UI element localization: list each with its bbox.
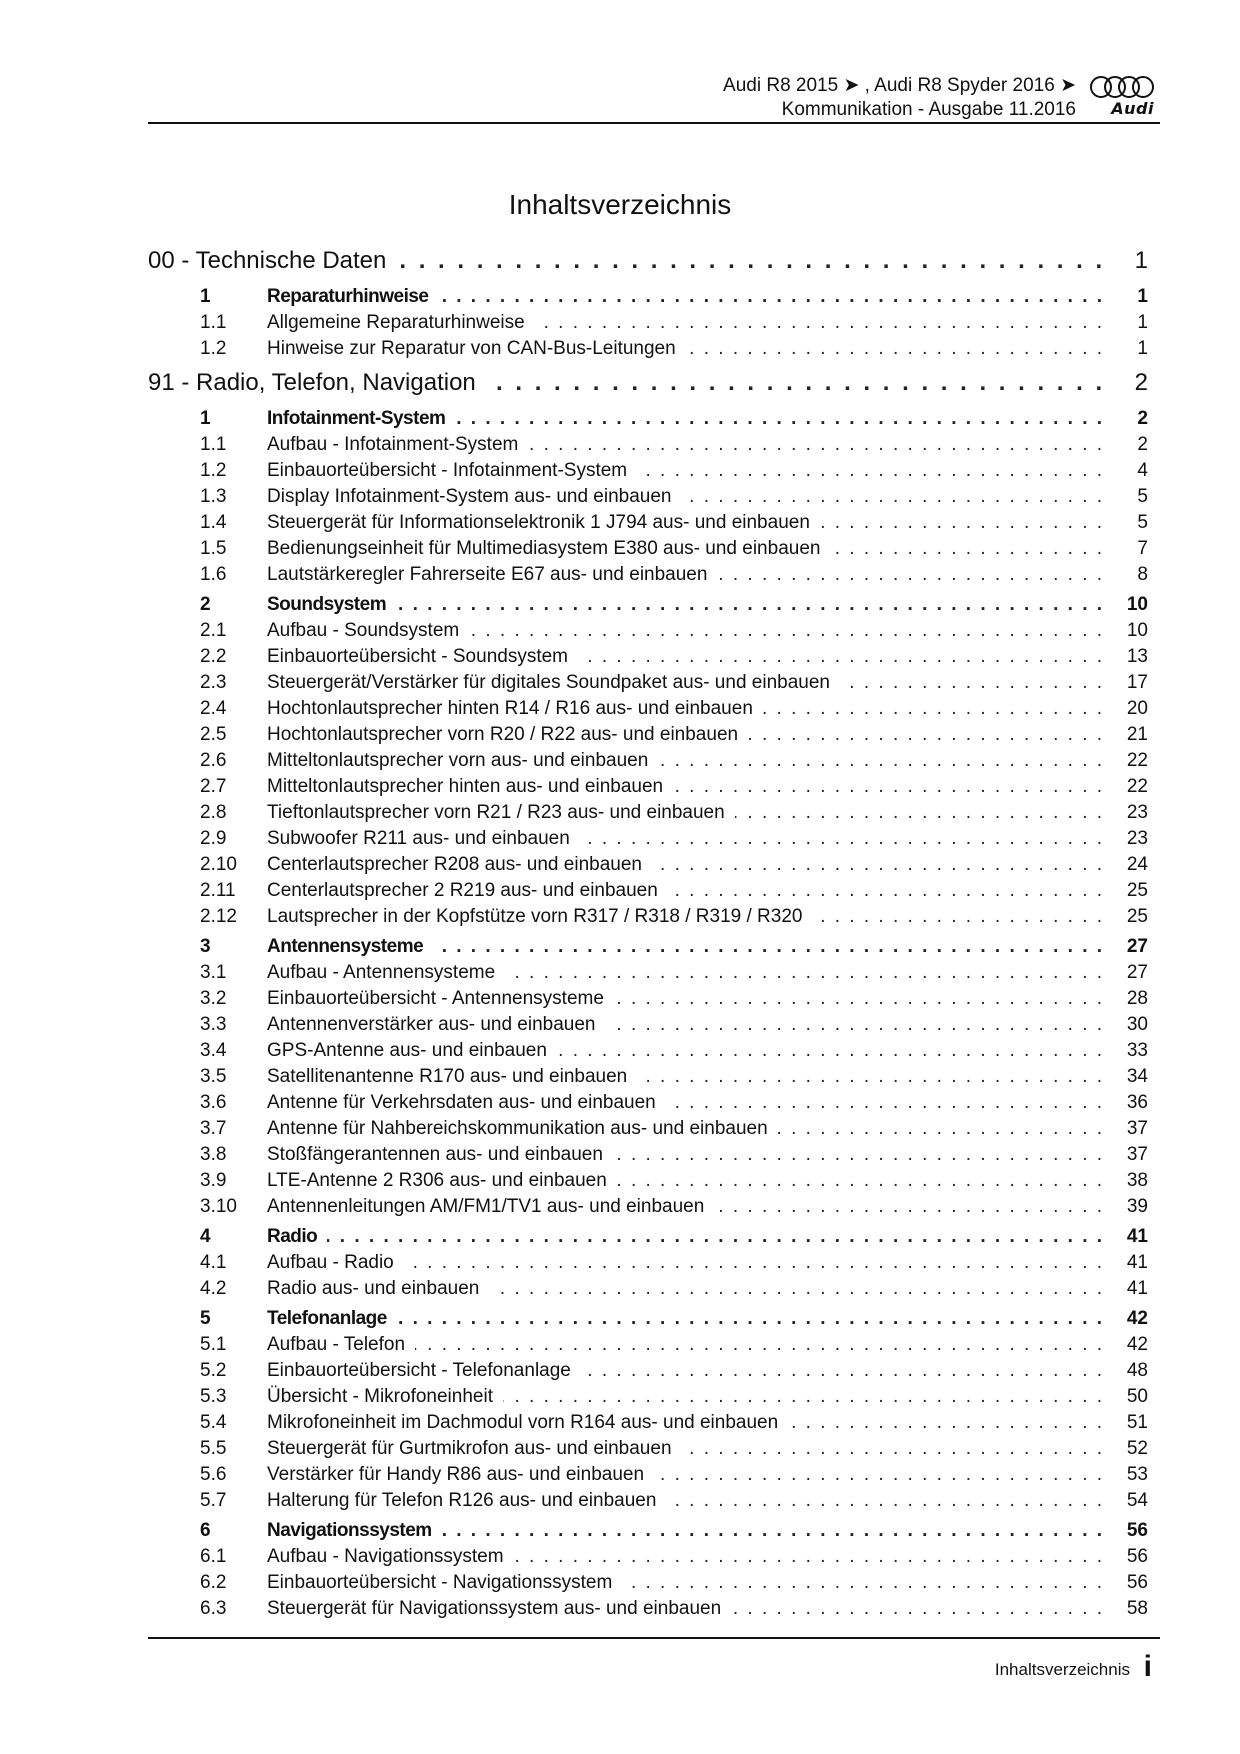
toc-number: 6 <box>200 1520 211 1541</box>
toc-label-leader <box>267 1012 1108 1038</box>
toc-label: Aufbau - Radio <box>267 1250 404 1276</box>
toc-entry-row[interactable] <box>148 1090 1148 1116</box>
toc-entry-row[interactable] <box>148 1142 1148 1168</box>
toc-page-number: 48 <box>1126 1360 1148 1381</box>
toc-section-row[interactable] <box>148 1518 1148 1544</box>
toc-label: Display Infotainment-System aus- und einbauen <box>267 484 682 510</box>
header-text <box>723 74 1076 122</box>
toc-label-leader <box>267 1358 1108 1384</box>
toc-entry-row[interactable] <box>148 1276 1148 1302</box>
toc-page-number: 1 <box>1137 338 1148 359</box>
toc-page-number: 41 <box>1126 1252 1148 1273</box>
toc-label-leader <box>267 562 1108 588</box>
toc-number: 2.4 <box>200 698 227 719</box>
toc-page-number: 52 <box>1126 1438 1148 1459</box>
toc-label: Steuergerät/Verstärker für digitales Soundpaket aus- und einbauen <box>267 670 840 696</box>
toc-label-leader <box>267 1116 1108 1142</box>
table-of-contents <box>148 240 1148 1622</box>
toc-label-leader <box>267 618 1108 644</box>
toc-label-leader <box>267 1064 1108 1090</box>
toc-label: Lautsprecher in der Kopfstütze vorn R317 / R318 / R319 / R320 <box>267 904 812 930</box>
toc-number: 4.1 <box>200 1252 227 1273</box>
toc-number: 1.2 <box>200 460 227 481</box>
toc-label: Einbauorteübersicht - Telefonanlage <box>267 1358 581 1384</box>
toc-number: 2.11 <box>200 880 236 901</box>
toc-label-leader <box>267 1436 1108 1462</box>
toc-number: 3.2 <box>200 988 227 1009</box>
toc-page-number: 23 <box>1126 802 1148 823</box>
toc-number: 2.12 <box>200 906 237 927</box>
toc-label: Aufbau - Navigationssystem <box>267 1544 514 1570</box>
toc-label: Mitteltonlautsprecher hinten aus- und einbauen <box>267 774 673 800</box>
toc-section-row[interactable] <box>148 1224 1148 1250</box>
toc-page-number: 1 <box>1134 247 1148 274</box>
toc-label-leader <box>267 432 1108 458</box>
toc-number: 1 <box>200 408 211 429</box>
toc-number: 5.2 <box>200 1360 227 1381</box>
toc-entry-row[interactable] <box>148 696 1148 722</box>
toc-page-number: 1 <box>1137 286 1148 307</box>
toc-page-number: 56 <box>1126 1572 1148 1593</box>
toc-label-leader <box>267 644 1108 670</box>
toc-number: 3.9 <box>200 1170 227 1191</box>
toc-label: Steuergerät für Gurtmikrofon aus- und einbauen <box>267 1436 682 1462</box>
toc-number: 2.6 <box>200 750 227 771</box>
toc-entry-row[interactable] <box>148 458 1148 484</box>
toc-page-number: 27 <box>1126 962 1148 983</box>
toc-entry-row[interactable] <box>148 1250 1148 1276</box>
toc-section-row[interactable] <box>148 934 1148 960</box>
toc-section-row[interactable] <box>148 592 1148 618</box>
toc-number: 2.5 <box>200 724 227 745</box>
toc-number: 5.3 <box>200 1386 227 1407</box>
toc-label: Antennenleitungen AM/FM1/TV1 aus- und einbauen <box>267 1194 714 1220</box>
toc-entry-row[interactable] <box>148 1488 1148 1514</box>
toc-number: 3.7 <box>200 1118 227 1139</box>
toc-entry-row[interactable] <box>148 904 1148 930</box>
toc-page-number: 36 <box>1126 1092 1148 1113</box>
toc-label: Übersicht - Mikrofoneinheit <box>267 1384 503 1410</box>
toc-label-leader <box>267 800 1108 826</box>
toc-label: Aufbau - Antennensysteme <box>267 960 505 986</box>
toc-entry-row[interactable] <box>148 484 1148 510</box>
toc-page-number: 41 <box>1126 1278 1148 1299</box>
toc-label-leader <box>267 1488 1108 1514</box>
toc-label: Hochtonlautsprecher hinten R14 / R16 aus- und einbauen <box>267 696 763 722</box>
toc-number: 5.1 <box>200 1334 227 1355</box>
toc-page-number: 8 <box>1137 564 1148 585</box>
toc-label: Aufbau - Infotainment-System <box>267 432 528 458</box>
toc-label: Centerlautsprecher 2 R219 aus- und einbauen <box>267 878 668 904</box>
toc-label: Navigationssystem <box>267 1518 442 1544</box>
toc-entry-row[interactable] <box>148 670 1148 696</box>
toc-label: Bedienungseinheit für Multimediasystem E380 aus- und einbauen <box>267 536 830 562</box>
toc-page-number: 53 <box>1126 1464 1148 1485</box>
toc-number: 1.4 <box>200 512 227 533</box>
toc-page-number: 38 <box>1126 1170 1148 1191</box>
toc-label: Antennenverstärker aus- und einbauen <box>267 1012 606 1038</box>
toc-label: Einbauorteübersicht - Antennensysteme <box>267 986 614 1012</box>
toc-number: 4.2 <box>200 1278 227 1299</box>
toc-label-leader <box>267 1276 1108 1302</box>
toc-label-leader <box>148 242 1108 280</box>
toc-page-number: 5 <box>1137 486 1148 507</box>
header-vehicle-line: Audi R8 2015 ➤ , Audi R8 Spyder 2016 ➤ <box>723 75 1076 96</box>
toc-label-leader <box>267 1462 1108 1488</box>
toc-label: Hinweise zur Reparatur von CAN-Bus-Leitungen <box>267 336 686 362</box>
header-edition-line: Kommunikation - Ausgabe 11.2016 <box>781 99 1076 120</box>
toc-label: Stoßfängerantennen aus- und einbauen <box>267 1142 613 1168</box>
toc-number: 2.8 <box>200 802 227 823</box>
toc-label-leader <box>267 1090 1108 1116</box>
toc-number: 3.4 <box>200 1040 227 1061</box>
toc-label-leader <box>267 592 1108 618</box>
toc-page-number: 20 <box>1126 698 1148 719</box>
toc-label-leader <box>267 826 1108 852</box>
toc-label-leader <box>267 878 1108 904</box>
toc-label: Reparaturhinweise <box>267 284 439 310</box>
toc-label-leader <box>267 510 1108 536</box>
toc-number: 1 <box>200 286 211 307</box>
toc-entry-row[interactable] <box>148 1332 1148 1358</box>
toc-page-number: 22 <box>1126 776 1148 797</box>
toc-label: Steuergerät für Navigationssystem aus- und einbauen <box>267 1596 731 1622</box>
toc-number: 1.3 <box>200 486 227 507</box>
toc-entry-row[interactable] <box>148 826 1148 852</box>
toc-page-number: 1 <box>1137 312 1148 333</box>
toc-number: 5.7 <box>200 1490 227 1511</box>
toc-entry-row[interactable] <box>148 644 1148 670</box>
toc-label: Einbauorteübersicht - Soundsystem <box>267 644 578 670</box>
toc-section-row[interactable] <box>148 406 1148 432</box>
toc-label: 91 - Radio, Telefon, Navigation <box>148 364 486 402</box>
toc-label: Satellitenantenne R170 aus- und einbauen <box>267 1064 637 1090</box>
toc-number: 5.6 <box>200 1464 227 1485</box>
toc-label-leader <box>267 1194 1108 1220</box>
toc-label: GPS-Antenne aus- und einbauen <box>267 1038 557 1064</box>
toc-label-leader <box>267 1306 1108 1332</box>
toc-label: Verstärker für Handy R86 aus- und einbauen <box>267 1462 654 1488</box>
toc-label: Tieftonlautsprecher vorn R21 / R23 aus- und einbauen <box>267 800 735 826</box>
toc-chapter-row[interactable] <box>148 242 1148 280</box>
toc-page-number: 25 <box>1126 880 1148 901</box>
toc-label-leader <box>267 1570 1108 1596</box>
toc-page-number: 58 <box>1126 1598 1148 1619</box>
toc-entry-row[interactable] <box>148 1410 1148 1436</box>
toc-label: 00 - Technische Daten <box>148 242 396 280</box>
toc-label-leader <box>267 536 1108 562</box>
toc-entry-row[interactable] <box>148 510 1148 536</box>
toc-number: 2.3 <box>200 672 227 693</box>
toc-entry-row[interactable] <box>148 336 1148 362</box>
toc-page-number: 41 <box>1126 1226 1148 1247</box>
toc-number: 2.9 <box>200 828 227 849</box>
toc-label-leader <box>267 934 1108 960</box>
toc-number: 5.4 <box>200 1412 227 1433</box>
toc-label: LTE-Antenne 2 R306 aus- und einbauen <box>267 1168 617 1194</box>
toc-label: Steuergerät für Informationselektronik 1 J794 aus- und einbauen <box>267 510 820 536</box>
toc-number: 1.6 <box>200 564 227 585</box>
toc-label-leader <box>267 1544 1108 1570</box>
toc-label-leader <box>148 364 1108 402</box>
toc-page-number: 34 <box>1126 1066 1148 1087</box>
toc-page-number: 39 <box>1126 1196 1148 1217</box>
toc-label: Mitteltonlautsprecher vorn aus- und einbauen <box>267 748 658 774</box>
toc-label: Allgemeine Reparaturhinweise <box>267 310 535 336</box>
toc-label: Einbauorteübersicht - Navigationssystem <box>267 1570 622 1596</box>
toc-entry-row[interactable] <box>148 562 1148 588</box>
toc-entry-row[interactable] <box>148 1012 1148 1038</box>
toc-label-leader <box>267 1410 1108 1436</box>
toc-page-number: 37 <box>1126 1144 1148 1165</box>
toc-entry-row[interactable] <box>148 1570 1148 1596</box>
toc-entry-row[interactable] <box>148 536 1148 562</box>
toc-number: 3.3 <box>200 1014 227 1035</box>
toc-page-number: 25 <box>1126 906 1148 927</box>
toc-number: 3.5 <box>200 1066 227 1087</box>
toc-entry-row[interactable] <box>148 852 1148 878</box>
toc-page-number: 4 <box>1137 460 1148 481</box>
toc-label: Lautstärkeregler Fahrerseite E67 aus- und einbauen <box>267 562 717 588</box>
toc-number: 6.1 <box>200 1546 227 1567</box>
toc-label-leader <box>267 310 1108 336</box>
toc-page-number: 2 <box>1137 408 1148 429</box>
toc-page-number: 54 <box>1126 1490 1148 1511</box>
toc-number: 3.1 <box>200 962 227 983</box>
toc-number: 5.5 <box>200 1438 227 1459</box>
toc-label-leader <box>267 748 1108 774</box>
toc-entry-row[interactable] <box>148 1436 1148 1462</box>
toc-page-number: 10 <box>1126 594 1148 615</box>
toc-label-leader <box>267 284 1108 310</box>
toc-label: Antenne für Verkehrsdaten aus- und einbauen <box>267 1090 666 1116</box>
page-header <box>148 68 1160 124</box>
toc-page-number: 30 <box>1126 1014 1148 1035</box>
toc-entry-row[interactable] <box>148 1064 1148 1090</box>
toc-number: 1.5 <box>200 538 227 559</box>
toc-label: Subwoofer R211 aus- und einbauen <box>267 826 580 852</box>
toc-entry-row[interactable] <box>148 1544 1148 1570</box>
toc-entry-row[interactable] <box>148 774 1148 800</box>
toc-label-leader <box>267 1332 1108 1358</box>
toc-page-number: 17 <box>1126 672 1148 693</box>
toc-page-number: 21 <box>1126 724 1148 745</box>
toc-label: Mikrofoneinheit im Dachmodul vorn R164 aus- und einbauen <box>267 1410 788 1436</box>
toc-label-leader <box>267 1142 1108 1168</box>
audi-wordmark: Audi <box>1111 99 1154 118</box>
toc-page-number: 28 <box>1126 988 1148 1009</box>
toc-page-number: 27 <box>1126 936 1148 957</box>
toc-label-leader <box>267 1168 1108 1194</box>
toc-label: Radio <box>267 1224 327 1250</box>
toc-label: Antenne für Nahbereichskommunikation aus- und einbauen <box>267 1116 778 1142</box>
toc-number: 4 <box>200 1226 211 1247</box>
toc-number: 3.10 <box>200 1196 237 1217</box>
toc-page-number: 7 <box>1137 538 1148 559</box>
toc-section-row[interactable] <box>148 284 1148 310</box>
toc-page-number: 22 <box>1126 750 1148 771</box>
toc-page-number: 10 <box>1126 620 1148 641</box>
toc-entry-row[interactable] <box>148 722 1148 748</box>
toc-section-row[interactable] <box>148 1306 1148 1332</box>
toc-page-number: 33 <box>1126 1040 1148 1061</box>
toc-entry-row[interactable] <box>148 1168 1148 1194</box>
toc-entry-row[interactable] <box>148 1596 1148 1622</box>
toc-label: Centerlautsprecher R208 aus- und einbauen <box>267 852 652 878</box>
footer-page-number: i <box>1143 1650 1152 1683</box>
toc-page-number: 42 <box>1126 1334 1148 1355</box>
toc-entry-row[interactable] <box>148 1116 1148 1142</box>
toc-number: 2.7 <box>200 776 227 797</box>
toc-page-number: 23 <box>1126 828 1148 849</box>
toc-page-number: 5 <box>1137 512 1148 533</box>
toc-label: Halterung für Telefon R126 aus- und einbauen <box>267 1488 666 1514</box>
toc-chapter-row[interactable] <box>148 364 1148 402</box>
toc-page-number: 37 <box>1126 1118 1148 1139</box>
toc-label-leader <box>267 722 1108 748</box>
toc-entry-row[interactable] <box>148 432 1148 458</box>
toc-label-leader <box>267 1250 1108 1276</box>
toc-label-leader <box>267 336 1108 362</box>
toc-number: 6.2 <box>200 1572 227 1593</box>
toc-number: 1.2 <box>200 338 227 359</box>
toc-label-leader <box>267 1596 1108 1622</box>
toc-label-leader <box>267 960 1108 986</box>
toc-label-leader <box>267 852 1108 878</box>
toc-page-number: 56 <box>1126 1546 1148 1567</box>
toc-label: Antennensysteme <box>267 934 433 960</box>
toc-label: Hochtonlautsprecher vorn R20 / R22 aus- und einbauen <box>267 722 748 748</box>
toc-label-leader <box>267 774 1108 800</box>
toc-entry-row[interactable] <box>148 1194 1148 1220</box>
toc-number: 3 <box>200 936 211 957</box>
toc-page-number: 24 <box>1126 854 1148 875</box>
toc-entry-row[interactable] <box>148 1358 1148 1384</box>
toc-page-number: 2 <box>1137 434 1148 455</box>
toc-label: Aufbau - Telefon <box>267 1332 415 1358</box>
toc-number: 5 <box>200 1308 211 1329</box>
toc-number: 6.3 <box>200 1598 227 1619</box>
toc-label-leader <box>267 406 1108 432</box>
toc-page-number: 13 <box>1126 646 1148 667</box>
toc-entry-row[interactable] <box>148 800 1148 826</box>
toc-label-leader <box>267 670 1108 696</box>
toc-label-leader <box>267 1038 1108 1064</box>
toc-label: Soundsystem <box>267 592 396 618</box>
toc-entry-row[interactable] <box>148 310 1148 336</box>
toc-entry-row[interactable] <box>148 748 1148 774</box>
toc-entry-row[interactable] <box>148 986 1148 1012</box>
toc-label-leader <box>267 904 1108 930</box>
footer-label: Inhaltsverzeichnis <box>994 1660 1130 1679</box>
toc-entry-row[interactable] <box>148 1038 1148 1064</box>
toc-entry-row[interactable] <box>148 960 1148 986</box>
toc-label: Aufbau - Soundsystem <box>267 618 469 644</box>
toc-entry-row[interactable] <box>148 1462 1148 1488</box>
toc-label-leader <box>267 484 1108 510</box>
toc-label-leader <box>267 1224 1108 1250</box>
toc-page-number: 51 <box>1126 1412 1148 1433</box>
toc-number: 2.2 <box>200 646 227 667</box>
toc-label-leader <box>267 986 1108 1012</box>
footer-rule <box>148 1637 1160 1639</box>
toc-entry-row[interactable] <box>148 1384 1148 1410</box>
toc-number: 1.1 <box>200 312 227 333</box>
page-title: Inhaltsverzeichnis <box>508 188 732 220</box>
toc-label: Radio aus- und einbauen <box>267 1276 489 1302</box>
toc-entry-row[interactable] <box>148 878 1148 904</box>
toc-entry-row[interactable] <box>148 618 1148 644</box>
toc-page-number: 42 <box>1126 1308 1148 1329</box>
toc-label-leader <box>267 1384 1108 1410</box>
toc-label-leader <box>267 696 1108 722</box>
toc-number: 3.6 <box>200 1092 227 1113</box>
toc-number: 1.1 <box>200 434 227 455</box>
toc-label-leader <box>267 458 1108 484</box>
toc-label: Infotainment-System <box>267 406 455 432</box>
toc-label-leader <box>267 1518 1108 1544</box>
toc-number: 3.8 <box>200 1144 227 1165</box>
toc-page-number: 56 <box>1126 1520 1148 1541</box>
toc-number: 2 <box>200 594 211 615</box>
toc-number: 2.1 <box>200 620 227 641</box>
toc-page-number: 2 <box>1134 369 1148 396</box>
toc-label: Telefonanlage <box>267 1306 397 1332</box>
toc-number: 2.10 <box>200 854 237 875</box>
toc-page-number: 50 <box>1126 1386 1148 1407</box>
toc-label: Einbauorteübersicht - Infotainment-System <box>267 458 637 484</box>
